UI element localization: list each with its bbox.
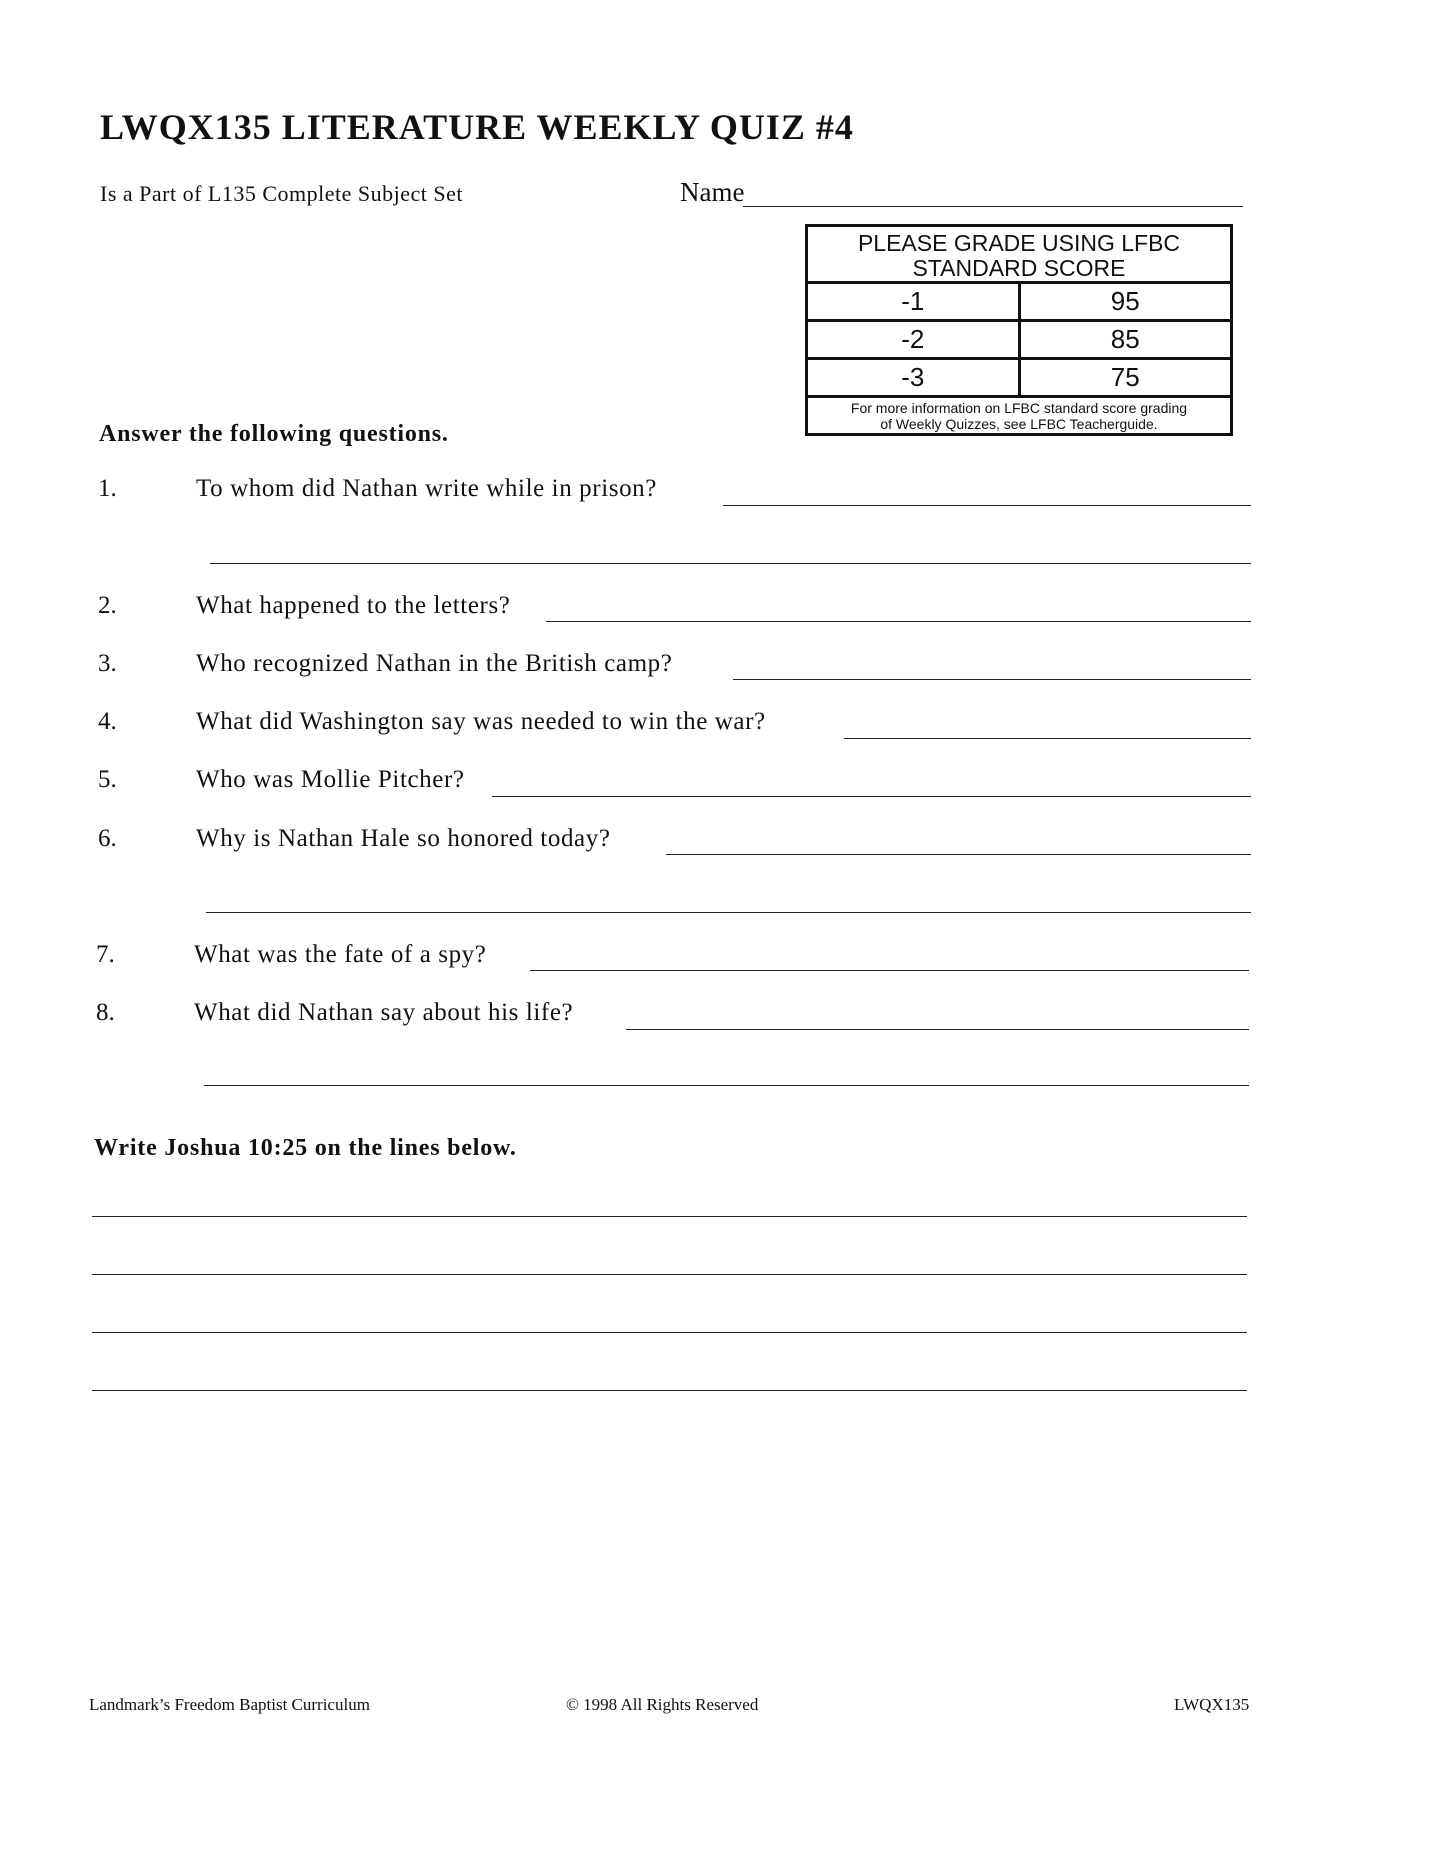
grading-header-line2: STANDARD SCORE: [912, 255, 1126, 281]
question-number: 8.: [96, 999, 115, 1026]
grading-table-header: [808, 227, 1230, 284]
question-text: Who recognized Nathan in the British camp?: [196, 650, 673, 677]
question-text: Why is Nathan Hale so honored today?: [196, 825, 611, 852]
answer-line[interactable]: [723, 505, 1251, 506]
question-text: Who was Mollie Pitcher?: [196, 766, 465, 793]
answer-line[interactable]: [844, 738, 1251, 739]
answer-line[interactable]: [733, 679, 1251, 680]
writing-line[interactable]: [92, 1390, 1247, 1391]
footer-curriculum: Landmark’s Freedom Baptist Curriculum: [89, 1695, 370, 1714]
page-title: LWQX135 LITERATURE WEEKLY QUIZ #4: [100, 107, 854, 147]
grading-missed-cell: -3: [808, 360, 1021, 395]
question-number: 6.: [98, 825, 117, 852]
question-number: 4.: [98, 708, 117, 735]
question-text: What did Washington say was needed to win the war?: [196, 708, 766, 735]
answer-line[interactable]: [492, 796, 1251, 797]
answer-line[interactable]: [204, 1085, 1249, 1086]
answer-line[interactable]: [546, 621, 1251, 622]
name-answer-line[interactable]: [743, 206, 1243, 207]
writing-line[interactable]: [92, 1274, 1247, 1275]
footer-code: LWQX135: [1174, 1695, 1250, 1714]
grading-score-cell: 75: [1110, 362, 1140, 392]
grading-missed-cell: -1: [808, 284, 1021, 319]
grading-score-cell: 85: [1110, 324, 1140, 354]
answer-line[interactable]: [206, 912, 1251, 913]
grading-row: [808, 284, 1230, 322]
question-number: 5.: [98, 766, 117, 793]
name-label: Name: [680, 177, 745, 207]
question-number: 7.: [96, 941, 115, 968]
grading-note-line2: of Weekly Quizzes, see LFBC Teacherguide.: [880, 416, 1158, 432]
subtitle: Is a Part of L135 Complete Subject Set: [100, 181, 463, 206]
grading-table: [805, 224, 1233, 436]
grading-note-line1: For more information on LFBC standard score grading: [850, 400, 1188, 416]
question-number: 3.: [98, 650, 117, 677]
grading-header-line1: PLEASE GRADE USING LFBC: [857, 230, 1181, 256]
answer-line[interactable]: [530, 970, 1249, 971]
grading-score-cell: 95: [1110, 286, 1140, 316]
question-number: 2.: [98, 592, 117, 619]
answer-line[interactable]: [210, 563, 1251, 564]
grading-missed-cell: -2: [808, 322, 1021, 357]
grading-row: [808, 360, 1230, 398]
question-text: What did Nathan say about his life?: [194, 999, 574, 1026]
question-text: What happened to the letters?: [196, 592, 511, 619]
section-heading-questions: Answer the following questions.: [99, 421, 449, 447]
writing-line[interactable]: [92, 1332, 1247, 1333]
question-text: To whom did Nathan write while in prison?: [196, 475, 657, 502]
footer-copyright: © 1998 All Rights Reserved: [566, 1695, 759, 1714]
writing-line[interactable]: [92, 1216, 1247, 1217]
grading-note: [808, 398, 1230, 432]
question-number: 1.: [98, 475, 117, 502]
grading-row: [808, 322, 1230, 360]
question-text: What was the fate of a spy?: [194, 941, 487, 968]
answer-line[interactable]: [666, 854, 1251, 855]
section-heading-scripture: Write Joshua 10:25 on the lines below.: [94, 1135, 517, 1161]
answer-line[interactable]: [626, 1029, 1249, 1030]
